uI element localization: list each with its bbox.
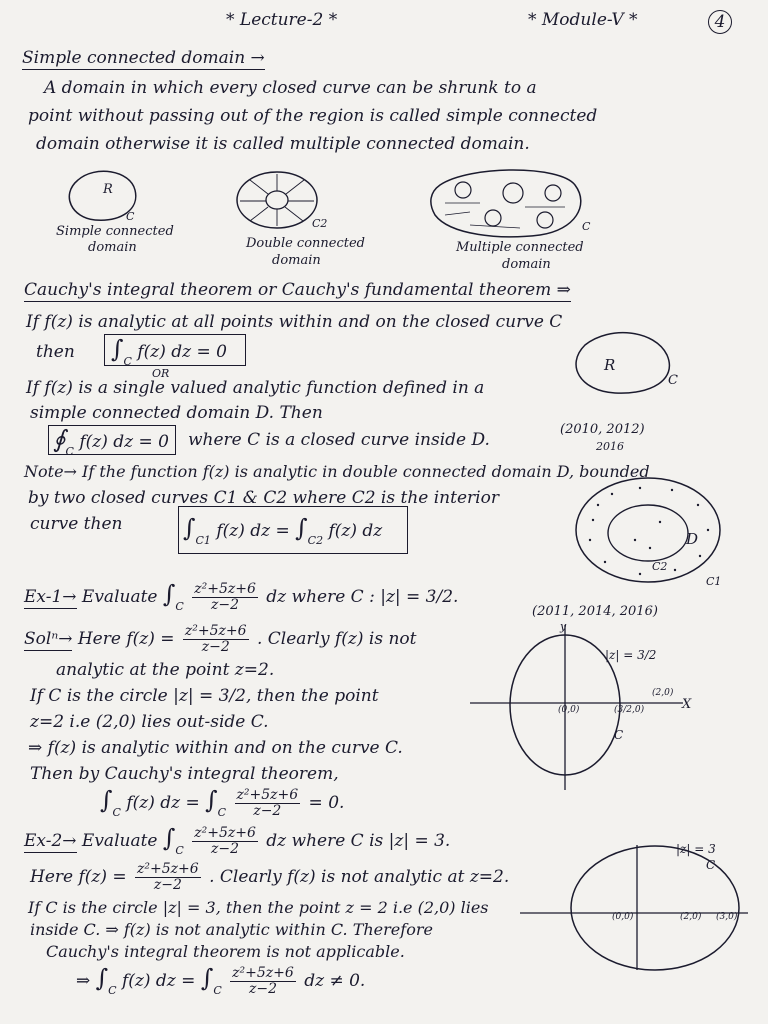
graph1-point-3-2: (3/2,0): [614, 705, 645, 715]
ex1-fraction: $\frac{\text{z²+5z+6}}{z-2}$: [194, 581, 256, 613]
ex2-label: Ex-2→: [24, 831, 77, 851]
fig3-caption-1: Multiple connected: [456, 240, 584, 255]
fig3-curve-label: C: [582, 220, 591, 233]
ex1-s6: Then by Cauchy's integral theorem,: [30, 764, 339, 784]
ex2-text: Evaluate: [81, 831, 158, 851]
cauchy-then: then: [36, 342, 75, 362]
ex1-s5: ⇒ f(z) is analytic within and on the curve C.: [28, 738, 403, 758]
graph2-point-2: (2,0): [680, 912, 702, 922]
sol-label: Solⁿ→: [24, 629, 73, 649]
formula-box-1: $\int_C$ f(z) dz = 0: [104, 334, 246, 366]
cauchy-line-1: If f(z) is analytic at all points within and on the closed curve C: [26, 312, 563, 332]
graph1-curve-label: C: [614, 728, 624, 742]
ex1-s4: z=2 i.e (2,0) lies out-side C.: [30, 712, 269, 732]
formula-box-2: $∮_C$ f(z) dz = 0: [48, 425, 176, 455]
or-label: OR: [152, 367, 170, 380]
ex2-s3: inside C. ⇒ f(z) is not analytic within C. Therefore: [30, 920, 433, 939]
ex1-s2: analytic at the point z=2.: [56, 660, 275, 680]
fig1-caption-2: domain: [88, 240, 137, 255]
ex1-label: Ex-1→: [24, 587, 77, 607]
cauchy-years: (2010, 2012): [560, 422, 645, 437]
graph2-radius-label: |z| = 3: [676, 842, 716, 856]
ex2-s2: If C is the circle |z| = 3, then the point z = 2 i.e (2,0) lies: [28, 898, 489, 917]
fig-c-label: C: [668, 373, 678, 388]
note-line-1: Note→ If the function f(z) is analytic in double connected domain D, bounded: [24, 462, 650, 481]
ex1-s7b: = 0.: [308, 793, 345, 813]
formula-box-3: $\int_{C1}$ f(z) dz = $\int_{C2}$ f(z) dz: [178, 506, 408, 554]
graph1-y-label: y: [560, 620, 567, 633]
ex1-s3: If C is the circle |z| = 3/2, then the point: [30, 686, 379, 706]
graph1-origin-label: (0,0): [558, 705, 580, 715]
fig3-caption-2: domain: [502, 257, 551, 272]
ex2-s1: Here f(z) = $\frac{\text{z²+5z+6}}{z-2}$ . Clearly f(z) is not analytic at z=2.: [30, 861, 510, 893]
formula-2: f(z) dz = 0: [79, 432, 169, 452]
ex1-s7a: f(z) dz =: [126, 793, 200, 813]
section-title-simple-domain: Simple connected domain →: [22, 48, 265, 68]
note-fig-c2: C2: [652, 560, 668, 573]
definition-line-2: point without passing out of the region is called simple connected: [28, 106, 598, 126]
fig2-caption-1: Double connected: [246, 236, 365, 251]
ex1-s7: $\int_C$ f(z) dz = $\int_C$ $\frac{\text{z²+5z+6}}{z-2}$ = 0.: [100, 786, 345, 819]
graph1-point-2: (2,0): [652, 688, 674, 698]
fig1-curve-label: C: [126, 210, 135, 223]
ex2-s5: ⇒ $\int_C$ f(z) dz = $\int_C$ $\frac{\text{z²+5z+6}}{z-2}$ dz ≠ 0.: [76, 964, 366, 997]
note-fig-d: D: [686, 530, 699, 548]
ex2-s4: Cauchy's integral theorem is not applicable.: [46, 942, 405, 961]
ex1-s1b: . Clearly f(z) is not: [256, 629, 417, 649]
cauchy-line-4: simple connected domain D. Then: [30, 403, 323, 423]
graph2-origin-label: (0,0): [612, 912, 634, 922]
ex2-line: Ex-2→ Evaluate $\int_C$ $\frac{\text{z²+5z+6}}{z-2}$ dz where C is |z| = 3.: [24, 824, 451, 857]
note-sub-1: C1: [195, 534, 211, 547]
definition-line-3: domain otherwise it is called multiple connected domain.: [36, 134, 530, 154]
fig2-caption-2: domain: [272, 253, 321, 268]
formula-2-sub: C: [65, 445, 74, 458]
ex2-dz: dz where C is |z| = 3.: [266, 831, 451, 851]
note-line-2: by two closed curves C1 & C2 where C2 is the interior: [28, 488, 499, 508]
note-line-3: curve then: [30, 514, 123, 534]
definition-line-1: A domain in which every closed curve can be shrunk to a: [44, 78, 537, 98]
note-formula-left: f(z) dz =: [216, 521, 290, 541]
graph2-curve-label: C: [706, 858, 716, 872]
ex1-dz: dz where C : |z| = 3/2.: [266, 587, 459, 607]
formula-1-sub: C: [123, 355, 132, 368]
graph1-x-label: X: [682, 697, 692, 712]
section-title-cauchy: Cauchy's integral theorem or Cauchy's fundamental theorem ⇒: [24, 280, 571, 300]
module-title: * Module-V *: [528, 10, 638, 30]
fig1-region-label: R: [103, 182, 113, 197]
graph1-radius-label: |z| = 3/2: [605, 648, 657, 662]
note-sub-2: C2: [307, 534, 324, 547]
fig1-caption-1: Simple connected: [56, 224, 174, 239]
ex1-sol-line: Solⁿ→ Here f(z) = $\frac{\text{z²+5z+6}}{z-2}$ . Clearly f(z) is not: [24, 623, 417, 655]
graph2-point-3: (3,0): [716, 912, 738, 922]
cauchy-years-2: 2016: [596, 440, 624, 453]
note-formula-right: f(z) dz: [328, 521, 383, 541]
fig-r-label: R: [604, 356, 616, 374]
fig2-curve-label: C2: [312, 217, 328, 230]
ex1-s1a: Here f(z) =: [77, 629, 175, 649]
ex1-line: Ex-1→ Evaluate $\int_C$ $\frac{\text{z²+5z+6}}{z-2}$ dz where C : |z| = 3/2.: [24, 580, 459, 613]
cauchy-line-5: where C is a closed curve inside D.: [188, 430, 490, 450]
ex1-years: (2011, 2014, 2016): [532, 604, 658, 619]
note-fig-c1: C1: [706, 575, 722, 588]
ex1-text: Evaluate: [81, 587, 158, 607]
page-number: 4: [708, 10, 732, 34]
lecture-title: * Lecture-2 *: [226, 10, 338, 30]
formula-1: f(z) dz = 0: [137, 342, 227, 362]
cauchy-line-3: If f(z) is a single valued analytic function defined in a: [26, 378, 485, 398]
